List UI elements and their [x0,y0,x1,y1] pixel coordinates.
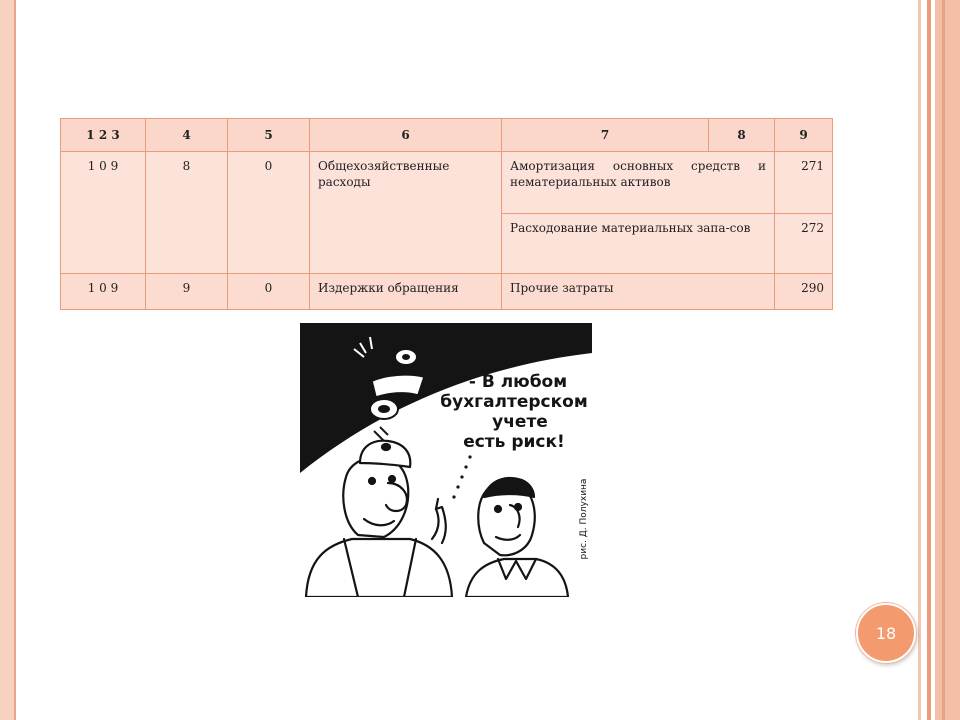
cost-code-cell: 271 [775,152,833,214]
cost-name-cell: Общехозяйственные расходы [310,152,502,274]
speech-line: бухгалтерском [440,392,588,412]
code-cell: 8 [146,152,228,274]
speech-line: есть риск! [463,432,565,452]
header-cell: 8 [709,119,775,152]
speech-line: учете [492,412,548,432]
speech-line: - В любом [468,372,568,392]
left-border-band [0,0,14,720]
cost-name-cell: Издержки обращения [310,274,502,310]
page-number-badge: 18 [856,603,916,663]
right-border-band [935,0,960,720]
code-cell: 9 [146,274,228,310]
cost-code-cell: 272 [775,214,833,274]
code-cell: 0 [228,274,310,310]
artist-signature: рис. Д. Полухина [579,478,589,560]
code-cell: 1 0 9 [61,152,146,274]
cost-codes-table [60,118,833,310]
header-cell: 5 [228,119,310,152]
cost-item-cell: Расходование материальных запа-сов [502,214,775,274]
cost-item-cell: Амортизация основных средств и нематериальных активов [502,152,775,214]
left-border-line [14,0,16,720]
accountant-cartoon [300,323,592,597]
header-cell: 1 2 3 [61,119,146,152]
code-cell: 1 0 9 [61,274,146,310]
cost-item-cell: Прочие затраты [502,274,775,310]
table-row [61,274,833,310]
header-cell: 4 [146,119,228,152]
code-cell: 0 [228,152,310,274]
header-cell: 7 [502,119,709,152]
table-row [61,152,833,214]
cost-code-cell: 290 [775,274,833,310]
header-cell: 9 [775,119,833,152]
table-header-row [61,119,833,152]
header-cell: 6 [310,119,502,152]
right-border-line [942,0,945,720]
